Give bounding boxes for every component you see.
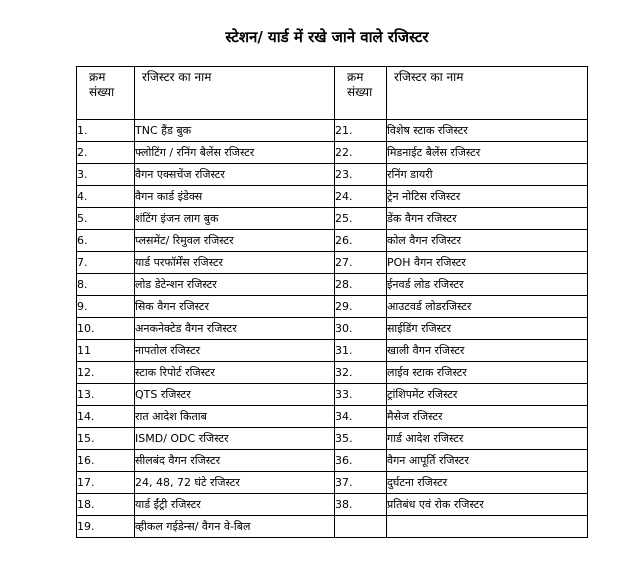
right-serial-cell: 26.	[335, 230, 387, 252]
left-register-name-cell: सीलबंद वैगन रजिस्टर	[135, 450, 335, 472]
page-title: स्टेशन/ यार्ड में रखे जाने वाले रजिस्टर	[225, 28, 429, 46]
right-serial-cell: 24.	[335, 186, 387, 208]
left-register-name-cell: यार्ड ईंट्री रजिस्टर	[135, 494, 335, 516]
table-row	[77, 186, 588, 208]
left-register-name-cell: व्हीकल गईडेन्स/ वैगन वे-बिल	[135, 516, 335, 538]
left-register-name-cell: प्लसमेंट/ रिमुवल रजिस्टर	[135, 230, 335, 252]
table-row	[77, 274, 588, 296]
left-register-name-cell: नापतोल रजिस्टर	[135, 340, 335, 362]
table-row	[77, 472, 588, 494]
table-row	[77, 208, 588, 230]
right-register-name-cell: खाली वैगन रजिस्टर	[387, 340, 588, 362]
left-serial-cell: 3.	[77, 164, 135, 186]
right-serial-cell: 31.	[335, 340, 387, 362]
right-serial-cell: 34.	[335, 406, 387, 428]
left-serial-cell: 9.	[77, 296, 135, 318]
left-register-name-cell: फ्लोटिंग / रनिंग बैलेंस रजिस्टर	[135, 142, 335, 164]
left-serial-cell: 2.	[77, 142, 135, 164]
left-serial-cell: 15.	[77, 428, 135, 450]
left-serial-cell: 13.	[77, 384, 135, 406]
right-register-name-cell: विशेष स्टाक रजिस्टर	[387, 120, 588, 142]
right-serial-cell: 29.	[335, 296, 387, 318]
table-row	[77, 142, 588, 164]
right-register-name-cell: साईडिंग रजिस्टर	[387, 318, 588, 340]
table-row	[77, 164, 588, 186]
serial-header-line2: संख्या	[89, 85, 115, 99]
table-row	[77, 428, 588, 450]
table-row	[77, 516, 588, 538]
right-serial-cell: 28.	[335, 274, 387, 296]
right-register-name-cell: गार्ड आदेश रजिस्टर	[387, 428, 588, 450]
serial-header-line1: क्रम	[89, 70, 106, 84]
left-register-name-cell: यार्ड परफॉर्मेंस रजिस्टर	[135, 252, 335, 274]
name-header-right: रजिस्टर का नाम	[387, 67, 588, 120]
left-serial-cell: 17.	[77, 472, 135, 494]
table-row	[77, 296, 588, 318]
table-row	[77, 340, 588, 362]
right-register-name-cell: ईनवर्ड लोड रजिस्टर	[387, 274, 588, 296]
right-serial-cell: 21.	[335, 120, 387, 142]
left-register-name-cell: शंटिंग इंजन लाग बुक	[135, 208, 335, 230]
left-serial-cell: 18.	[77, 494, 135, 516]
table-row	[77, 450, 588, 472]
left-serial-cell: 14.	[77, 406, 135, 428]
right-register-name-cell: आउटवर्ड लोडरजिस्टर	[387, 296, 588, 318]
left-serial-cell: 11	[77, 340, 135, 362]
right-register-name-cell: लाईव स्टाक रजिस्टर	[387, 362, 588, 384]
right-register-name-cell: POH वैगन रजिस्टर	[387, 252, 588, 274]
right-register-name-cell: प्रतिबंध एवं रोक रजिस्टर	[387, 494, 588, 516]
serial-header-right	[335, 67, 387, 120]
left-serial-cell: 1.	[77, 120, 135, 142]
serial-header-left	[77, 67, 135, 120]
left-register-name-cell: 24, 48, 72 घंटे रजिस्टर	[135, 472, 335, 494]
right-register-name-cell: मैसेज रजिस्टर	[387, 406, 588, 428]
right-serial-cell: 35.	[335, 428, 387, 450]
left-register-name-cell: TNC हैंड बुक	[135, 120, 335, 142]
table-row	[77, 384, 588, 406]
left-register-name-cell: लोड डेटेन्शन रजिस्टर	[135, 274, 335, 296]
right-register-name-cell: ट्रेन नोटिस रजिस्टर	[387, 186, 588, 208]
left-register-name-cell: वैगन कार्ड इंडेक्स	[135, 186, 335, 208]
right-serial-cell: 38.	[335, 494, 387, 516]
serial-header-line2: संख्या	[347, 85, 373, 99]
right-serial-cell: 32.	[335, 362, 387, 384]
left-serial-cell: 19.	[77, 516, 135, 538]
right-serial-cell	[335, 516, 387, 538]
right-serial-cell: 27.	[335, 252, 387, 274]
left-register-name-cell: रात आदेश किताब	[135, 406, 335, 428]
right-serial-cell: 23.	[335, 164, 387, 186]
register-table	[76, 66, 588, 538]
right-register-name-cell: ट्रांशिपमेंट रजिस्टर	[387, 384, 588, 406]
left-serial-cell: 4.	[77, 186, 135, 208]
left-register-name-cell: QTS रजिस्टर	[135, 384, 335, 406]
left-serial-cell: 16.	[77, 450, 135, 472]
right-serial-cell: 25.	[335, 208, 387, 230]
right-serial-cell: 30.	[335, 318, 387, 340]
table-row	[77, 120, 588, 142]
table-row	[77, 362, 588, 384]
right-register-name-cell: दुर्घटना रजिस्टर	[387, 472, 588, 494]
left-register-name-cell: वैगन एक्सचेंज रजिस्टर	[135, 164, 335, 186]
right-register-name-cell: रनिंग डायरी	[387, 164, 588, 186]
left-serial-cell: 6.	[77, 230, 135, 252]
right-serial-cell: 37.	[335, 472, 387, 494]
left-serial-cell: 10.	[77, 318, 135, 340]
serial-header-line1: क्रम	[347, 70, 364, 84]
left-register-name-cell: अनकनेक्टेड वैगन रजिस्टर	[135, 318, 335, 340]
table-header-row	[77, 67, 588, 120]
table-row	[77, 230, 588, 252]
left-serial-cell: 5.	[77, 208, 135, 230]
right-register-name-cell: डेंक वैगन रजिस्टर	[387, 208, 588, 230]
right-register-name-cell: कोल वैगन रजिस्टर	[387, 230, 588, 252]
right-register-name-cell: वैगन आपूर्ति रजिस्टर	[387, 450, 588, 472]
right-register-name-cell	[387, 516, 588, 538]
table-row	[77, 252, 588, 274]
name-header-left: रजिस्टर का नाम	[135, 67, 335, 120]
left-register-name-cell: स्टाक रिपोर्ट रजिस्टर	[135, 362, 335, 384]
table-row	[77, 494, 588, 516]
table-row	[77, 406, 588, 428]
right-serial-cell: 22.	[335, 142, 387, 164]
left-serial-cell: 12.	[77, 362, 135, 384]
table-row	[77, 318, 588, 340]
left-serial-cell: 8.	[77, 274, 135, 296]
right-serial-cell: 36.	[335, 450, 387, 472]
left-register-name-cell: सिक वैगन रजिस्टर	[135, 296, 335, 318]
left-register-name-cell: ISMD/ ODC रजिस्टर	[135, 428, 335, 450]
right-register-name-cell: मिडनाईट बैलेंस रजिस्टर	[387, 142, 588, 164]
left-serial-cell: 7.	[77, 252, 135, 274]
right-serial-cell: 33.	[335, 384, 387, 406]
